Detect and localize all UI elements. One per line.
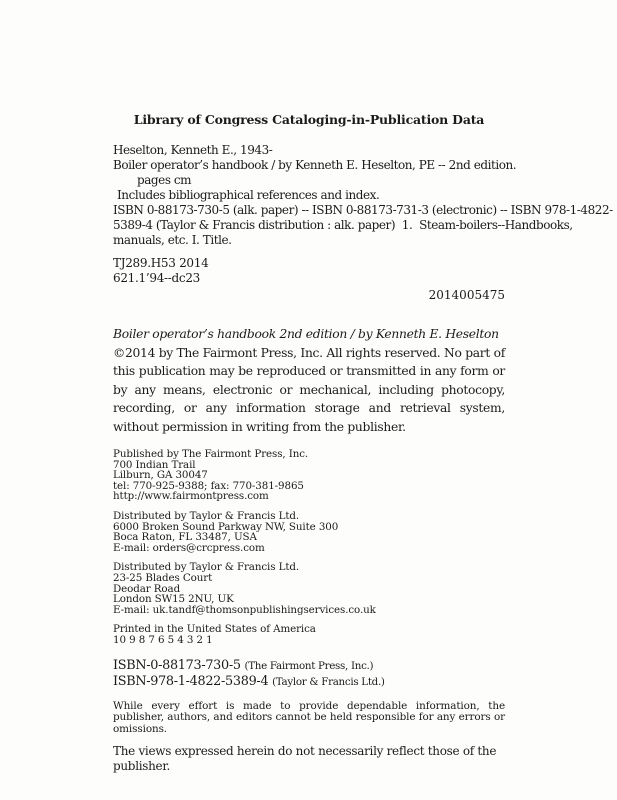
ddc-number: 621.1’94--dc23 xyxy=(113,271,201,285)
cip-line-author: Heselton, Kenneth E., 1943- xyxy=(113,143,273,157)
distributor-email: E-mail: orders@crcpress.com xyxy=(113,541,265,554)
isbn-fairmont xyxy=(113,658,505,675)
cip-line-isbn-1: ISBN 0-88173-730-5 (alk. paper) -- ISBN 0-88173-731-3 (electronic) -- ISBN 978-1-4822- xyxy=(113,203,613,217)
distributor-line: Distributed by Taylor & Francis Ltd. xyxy=(113,509,300,522)
cip-line-subjects: manuals, etc. I. Title. xyxy=(113,233,232,247)
call-numbers-block xyxy=(113,256,505,286)
publisher-phone: tel: 770-925-9388; fax: 770-381-9865 xyxy=(113,479,304,492)
printing-block xyxy=(113,624,505,645)
page-title: Library of Congress Cataloging-in-Publication Data xyxy=(133,112,485,127)
isbn-holder: (Taylor & Francis Ltd.) xyxy=(272,676,385,688)
distributor-city: Boca Raton, FL 33487, USA xyxy=(113,531,257,544)
copyright-block xyxy=(113,325,505,436)
publisher-block xyxy=(113,449,505,502)
disclaimer-text: While every effort is made to provide dependable information, the publisher, authors, and editors cannot be held responsible for any errors or omissions. xyxy=(113,699,505,735)
isbn-taylor-francis xyxy=(113,674,505,691)
publisher-city: Lilburn, GA 30047 xyxy=(113,469,208,482)
distributor-uk-block xyxy=(113,562,505,615)
isbn-block xyxy=(113,658,505,691)
cip-line-includes: Includes bibliographical references and index. xyxy=(117,188,380,202)
lc-control-number: 2014005475 xyxy=(428,288,505,302)
cip-line-pages: pages cm xyxy=(137,173,192,187)
views-statement: The views expressed herein do not necessarily reflect those of the publisher. xyxy=(113,744,497,773)
cip-line-title: Boiler operator’s handbook / by Kenneth E. Heselton, PE -- 2nd edition. xyxy=(113,158,517,172)
edition-statement: Boiler operator’s handbook 2nd edition / by Kenneth E. Heselton xyxy=(113,327,499,341)
isbn-number: ISBN-978-1-4822-5389-4 xyxy=(113,674,273,689)
copyright-notice: ©2014 by The Fairmont Press, Inc. All rights reserved. No part of this publication may be reproduced or transmitted in any form or by any means, electronic or mechanical, including photocopy, recording, or any information storage and retrieval system, without permission in writing from the publisher. xyxy=(113,345,505,434)
distributor-address: 6000 Broken Sound Parkway NW, Suite 300 xyxy=(113,520,339,533)
lcc-number: TJ289.H53 2014 xyxy=(113,256,209,270)
distributor-road: Deodar Road xyxy=(113,582,181,595)
cip-line-isbn-2: 5389-4 (Taylor & Francis distribution : alk. paper) 1. Steam-boilers--Handbooks, xyxy=(113,218,573,232)
print-run-numbers: 10 9 8 7 6 5 4 3 2 1 xyxy=(113,633,213,646)
publisher-address: 700 Indian Trail xyxy=(113,458,196,471)
distributor-email: E-mail: uk.tandf@thomsonpublishingservices.co.uk xyxy=(113,603,376,616)
cip-catalog-block xyxy=(113,143,613,248)
distributor-us-block xyxy=(113,511,505,553)
publisher-line: Published by The Fairmont Press, Inc. xyxy=(113,448,309,460)
isbn-holder: (The Fairmont Press, Inc.) xyxy=(244,659,374,672)
distributor-line: Distributed by Taylor & Francis Ltd. xyxy=(113,561,300,574)
distributor-address: 23-25 Blades Court xyxy=(113,571,213,584)
publisher-url: http://www.fairmontpress.com xyxy=(113,490,269,503)
distributor-city: London SW15 2NU, UK xyxy=(113,593,234,606)
isbn-number: ISBN-0-88173-730-5 xyxy=(113,657,245,673)
printed-in-line: Printed in the United States of America xyxy=(113,623,316,636)
